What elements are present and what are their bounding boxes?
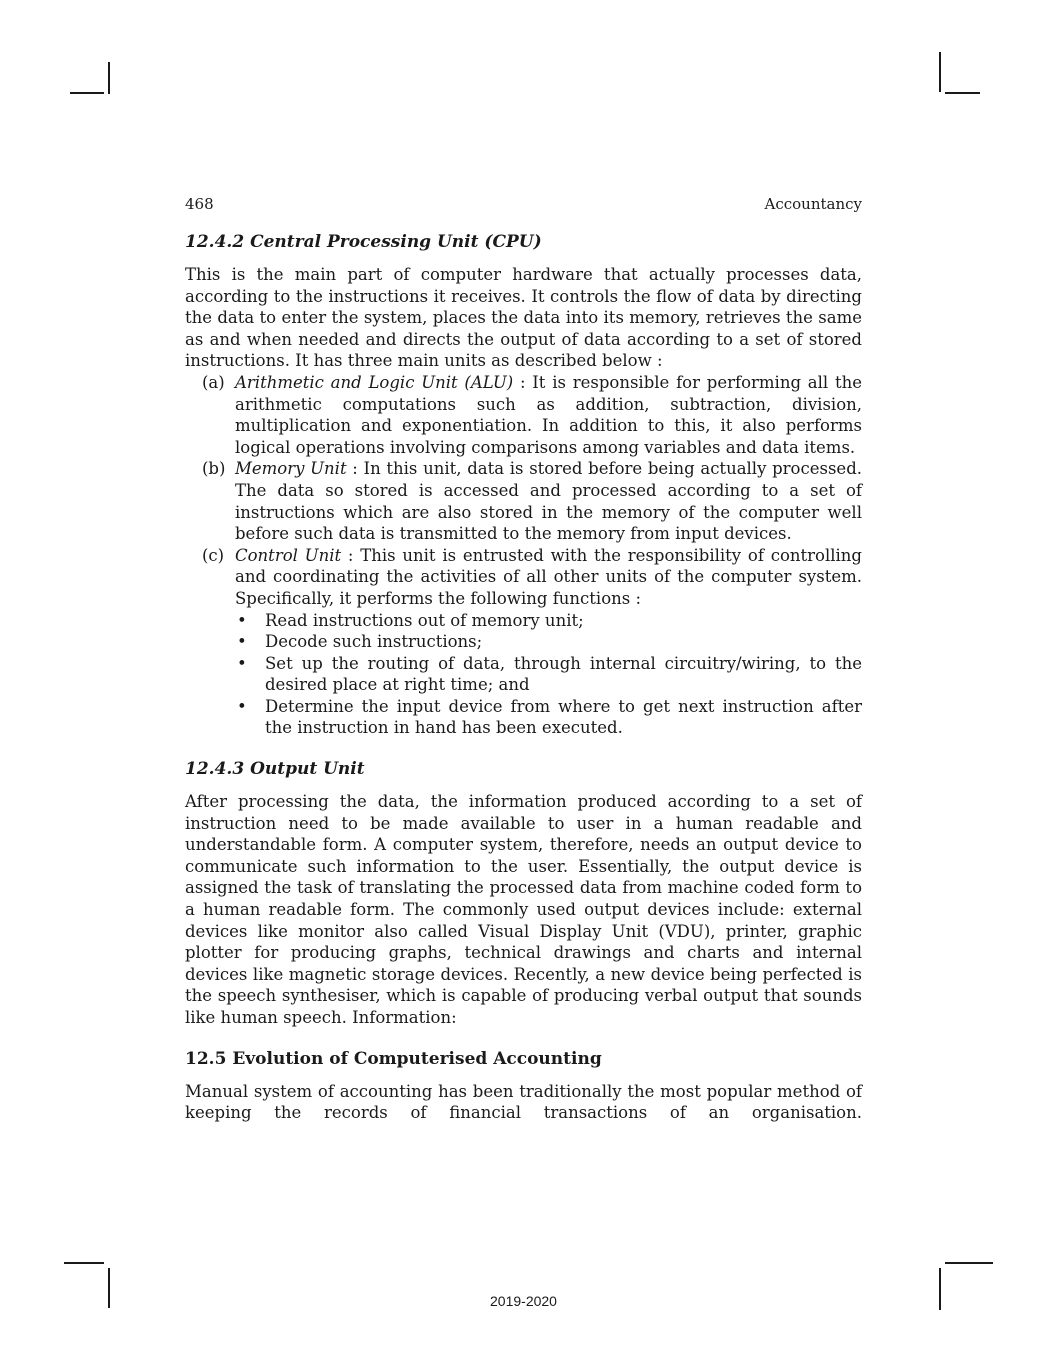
list-marker: (a) [202, 372, 225, 392]
evolution-paragraph: Manual system of accounting has been traditionally the most popular method of keeping the records of financial transactions of an organisation. [185, 1081, 862, 1123]
item-text: : It is responsible for performing all the arithmetic computations such as addition, subtraction, division, multiplication and exponentiation. In addition to this, it also performs logical operations involving comparisons among variables and data items. [235, 372, 862, 457]
list-marker: (c) [202, 545, 225, 565]
crop-mark [70, 92, 104, 94]
term-alu: Arithmetic and Logic Unit (ALU) [235, 372, 514, 392]
footer-year: 2019-2020 [490, 1293, 557, 1309]
output-unit-paragraph: After processing the data, the information produced according to a set of instruction need to be made available to user in a human readable and understandable form. A computer system, therefore, needs an output device to communicate such information to the user. Essentially, the output device is assigned the task of translating the processed data from machine coded form to a human readable form. The commonly used output devices include: external devices like monitor also called Visual Display Unit (VDU), printer, graphic plotter for producing graphs, technical drawings and charts and internal devices like magnetic storage devices. Recently, a new device being perfected is the speech synthesiser, which is capable of producing verbal output that sounds like human speech. Information: [185, 792, 862, 1027]
term-memory-unit: Memory Unit [235, 459, 347, 479]
page-number: 468 [185, 195, 214, 213]
section-heading-cpu: 12.4.2 Central Processing Unit (CPU) [185, 232, 542, 252]
running-head: Accountancy [764, 195, 862, 213]
page-content [185, 232, 862, 1124]
list-item [235, 696, 862, 739]
bullet-text: Read instructions out of memory unit; [265, 610, 584, 630]
bullet-text: Decode such instructions; [265, 632, 483, 652]
bullet-icon: • [237, 632, 247, 652]
term-control-unit: Control Unit [235, 545, 342, 565]
bullet-icon: • [237, 610, 247, 630]
control-unit-functions-list [235, 610, 862, 740]
list-item-memory-unit [185, 458, 862, 544]
bullet-icon: • [237, 696, 247, 716]
list-marker: (b) [202, 459, 226, 479]
list-item [235, 610, 862, 632]
cpu-intro-paragraph: This is the main part of computer hardware that actually processes data, according to the instructions it receives. It controls the flow of data by directing the data to enter the system, places the data into its memory, retrieves the same as and when needed and directs the output of data according to a set of stored instructions. It has three main units as described below : [185, 265, 862, 371]
section-heading-output-unit: 12.4.3 Output Unit [185, 759, 365, 780]
item-text: : In this unit, data is stored before being actually processed. The data so stored is accessed and processed according to a set of instructions which are also stored in the memory of the computer well before such data is transmitted to the memory from input devices. [235, 459, 862, 544]
crop-mark [945, 1262, 993, 1264]
crop-mark [64, 1262, 104, 1264]
section-heading-evolution: 12.5 Evolution of Computerised Accounting [185, 1048, 602, 1069]
crop-mark [945, 92, 980, 94]
list-item-alu [185, 372, 862, 458]
list-item [235, 631, 862, 653]
bullet-text: Set up the routing of data, through internal circuitry/wiring, to the desired place at right time; and [265, 653, 862, 695]
bullet-icon: • [237, 653, 247, 673]
crop-mark [108, 62, 110, 94]
item-text: : This unit is entrusted with the responsibility of controlling and coordinating the activities of all other units of the computer system. Specifically, it performs the following functions : [235, 545, 862, 608]
list-item-control-unit [185, 545, 862, 610]
bullet-text: Determine the input device from where to get next instruction after the instruction in hand has been executed. [265, 696, 862, 738]
crop-mark [939, 52, 941, 92]
list-item [235, 653, 862, 696]
